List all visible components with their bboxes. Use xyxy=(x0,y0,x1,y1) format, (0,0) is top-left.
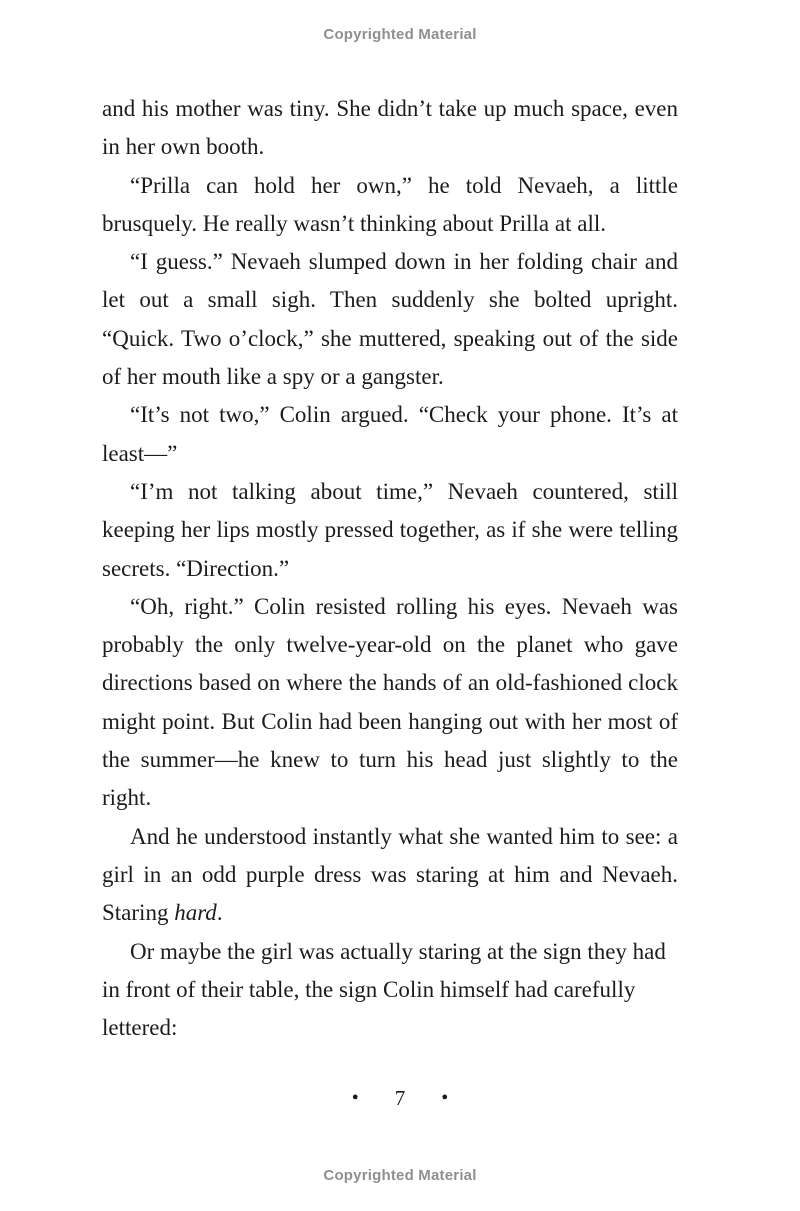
copyright-watermark-bottom: Copyrighted Material xyxy=(323,1167,477,1184)
paragraph-text: . xyxy=(216,900,223,926)
paragraph: “I guess.” Nevaeh slumped down in her folding chair and let out a small sigh. Then suddenly she bolted upright. “Quick. Two o’clock,” she muttered, speaking out of the side of her mouth like a spy or a gangster. xyxy=(102,249,678,390)
copyright-watermark-top: Copyrighted Material xyxy=(323,26,477,43)
paragraph xyxy=(102,818,678,933)
paragraph: and his mother was tiny. She didn’t take up much space, even in her own booth. xyxy=(102,96,678,160)
paragraph-text: And he understood instantly what she wanted him to see: a girl in an odd purple dress was staring at him and Nevaeh. Staring xyxy=(102,823,678,926)
paragraph: Or maybe the girl was actually staring at the sign they had in front of their table, the sign Colin himself had carefully lettered: xyxy=(102,938,666,1041)
paragraph: “It’s not two,” Colin argued. “Check your phone. It’s at least—” xyxy=(102,402,678,466)
bullet-ornament-right: • xyxy=(441,1087,449,1109)
page-number: 7 xyxy=(394,1086,406,1110)
page-number-footer xyxy=(0,1086,800,1111)
page-body xyxy=(102,90,678,1047)
paragraph: “Prilla can hold her own,” he told Nevaeh, a little brusquely. He really wasn’t thinking about Prilla at all. xyxy=(102,172,678,236)
paragraph: “I’m not talking about time,” Nevaeh countered, still keeping her lips mostly pressed together, as if she were telling secrets. “Direction.” xyxy=(102,478,678,581)
bullet-ornament-left: • xyxy=(351,1087,359,1109)
paragraph: “Oh, right.” Colin resisted rolling his eyes. Nevaeh was probably the only twelve-year-old on the planet who gave directions based on where the hands of an old-fashioned clock might point. But Colin had been hanging out with her most of the summer—he knew to turn his head just slightly to the right. xyxy=(102,593,678,811)
emphasis-text: hard xyxy=(174,900,217,926)
